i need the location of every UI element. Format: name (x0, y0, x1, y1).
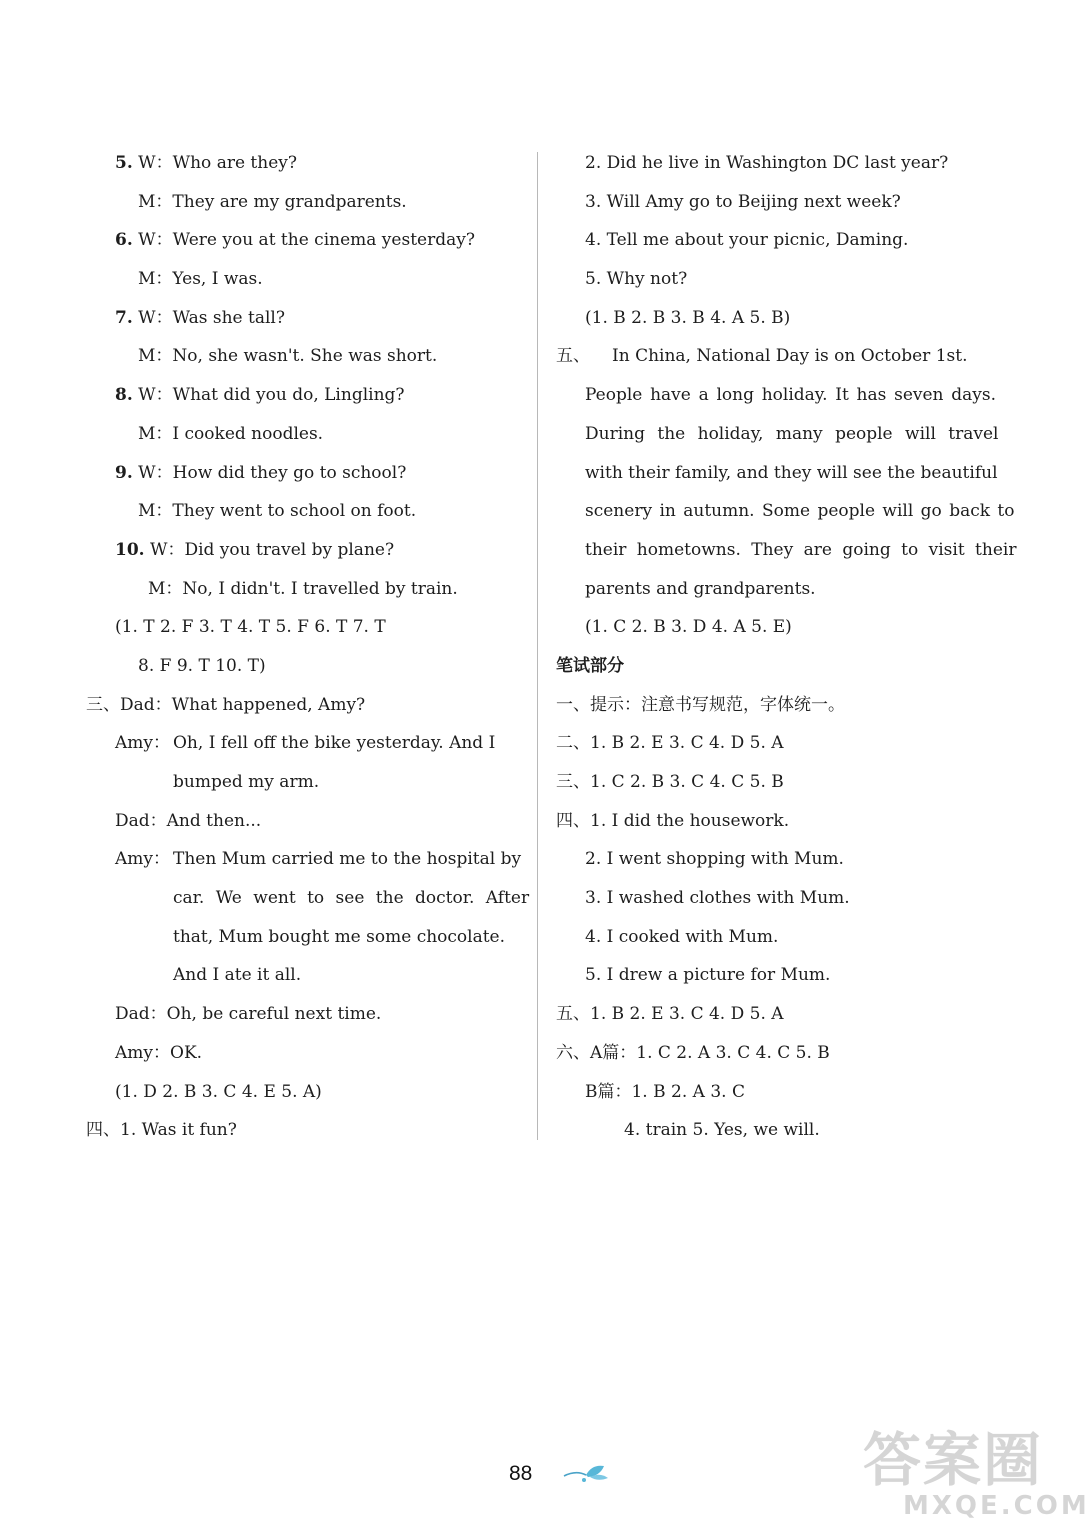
dialogue-9 (86, 458, 526, 535)
passage-line: their hometowns. They are going to visit their (585, 539, 1017, 560)
dialogue-question: 8. W：What did you do, Lingling? (115, 385, 405, 406)
dialogue-answer: M：No, I didn't. I travelled by train. (148, 578, 458, 599)
amy-line-3: Amy：OK. (115, 1042, 203, 1063)
written-4-5: 5. I drew a picture for Mum. (585, 965, 831, 986)
dialogue-6 (86, 225, 526, 302)
dialogue-7 (86, 303, 526, 380)
dialogue-question: 6. W：Were you at the cinema yesterday? (115, 230, 475, 251)
answer-key-line-2: 8. F 9. T 10. T) (138, 655, 266, 676)
left-column (86, 148, 530, 1154)
section-5-marker: 五、 (556, 346, 590, 367)
page-number: 88 (509, 1462, 533, 1485)
question-4: 4. Tell me about your picnic, Daming. (585, 230, 909, 251)
passage-line: with their family, and they will see the beautiful (585, 462, 998, 483)
dialogue-question: 5. W：Who are they? (115, 153, 297, 173)
passage-line: People have a long holiday. It has seven days. (585, 385, 996, 406)
question-3: 3. Will Amy go to Beijing next week? (585, 191, 901, 212)
column-divider (537, 152, 538, 1140)
answer-key-line-1: (1. T 2. F 3. T 4. T 5. F 6. T 7. T (115, 617, 386, 638)
passage-line: During the holiday, many people will travel (585, 423, 999, 444)
section-3-dad-line: 三、Dad：What happened, Amy? (86, 694, 366, 715)
passage-line: parents and grandparents. (585, 578, 816, 599)
dialogue-8 (86, 380, 526, 457)
question-2: 2. Did he live in Washington DC last year? (585, 153, 949, 173)
written-6-b: B篇：1. B 2. A 3. C (585, 1081, 745, 1102)
amy-line-2: Amy： Then Mum carried me to the hospital by (115, 849, 522, 870)
written-6-a: 六、A篇：1. C 2. A 3. C 4. C 5. B (556, 1042, 830, 1063)
dialogue-answer: M：No, she wasn't. She was short. (138, 346, 438, 367)
dad-line-2: Dad：And then... (115, 810, 262, 831)
passage-line: scenery in autumn. Some people will go back to (585, 501, 1015, 522)
section-4-question-1: 四、1. Was it fun? (86, 1120, 237, 1141)
amy-line-1: Amy： Oh, I fell off the bike yesterday. And I (115, 733, 496, 754)
written-1: 一、提示：注意书写规范，字体统一。 (556, 694, 845, 715)
written-6-b-cont: 4. train 5. Yes, we will. (624, 1120, 820, 1141)
section-3-marker: 三、 (86, 694, 120, 715)
watermark-logo-text: 答案圈 (863, 1426, 1044, 1494)
written-2: 二、1. B 2. E 3. C 4. D 5. A (556, 733, 784, 754)
leaf-ornament-icon (562, 1462, 612, 1486)
amy-line-2-cont: And I ate it all. (173, 965, 302, 986)
right-column (556, 148, 1017, 1154)
dialogue-answer: M：Yes, I was. (138, 269, 263, 290)
written-4-4: 4. I cooked with Mum. (585, 926, 779, 947)
amy-line-2-cont: car. We went to see the doctor. After (173, 888, 530, 909)
dialogue-10 (86, 535, 526, 612)
dialogue-answer: M：They went to school on foot. (138, 501, 417, 522)
written-4-2: 2. I went shopping with Mum. (585, 849, 844, 870)
dialogue-5 (86, 148, 526, 225)
written-4-3: 3. I washed clothes with Mum. (585, 888, 850, 909)
amy-line-2-cont: that, Mum bought me some chocolate. (173, 926, 506, 947)
watermark-url: MXQE.COM (903, 1491, 1090, 1521)
section-3-answers: (1. D 2. B 3. C 4. E 5. A) (115, 1081, 322, 1102)
question-5: 5. Why not? (585, 269, 688, 290)
dad-line-3: Dad：Oh, be careful next time. (115, 1004, 382, 1025)
dialogue-question: 10. W：Did you travel by plane? (115, 539, 395, 560)
section-5-passage-line-1: 五、 In China, National Day is on October 1st. (556, 346, 968, 367)
written-5: 五、1. B 2. E 3. C 4. D 5. A (556, 1004, 784, 1025)
written-4-1: 四、1. I did the housework. (556, 810, 790, 831)
questions-answer-key: (1. B 2. B 3. B 4. A 5. B) (585, 307, 791, 328)
written-3: 三、1. C 2. B 3. C 4. C 5. B (556, 772, 784, 792)
dialogue-question: 7. W：Was she tall? (115, 307, 285, 328)
dialogue-question: 9. W：How did they go to school? (115, 462, 407, 483)
dialogue-answer: M：I cooked noodles. (138, 423, 324, 444)
dialogue-answer: M：They are my grandparents. (138, 191, 407, 212)
amy-line-1-cont: bumped my arm. (173, 772, 320, 792)
watermark (863, 1413, 1090, 1528)
written-section-title: 笔试部分 (556, 655, 624, 676)
section-5-answers: (1. C 2. B 3. D 4. A 5. E) (585, 617, 792, 638)
section-4-marker: 四、 (86, 1120, 120, 1141)
